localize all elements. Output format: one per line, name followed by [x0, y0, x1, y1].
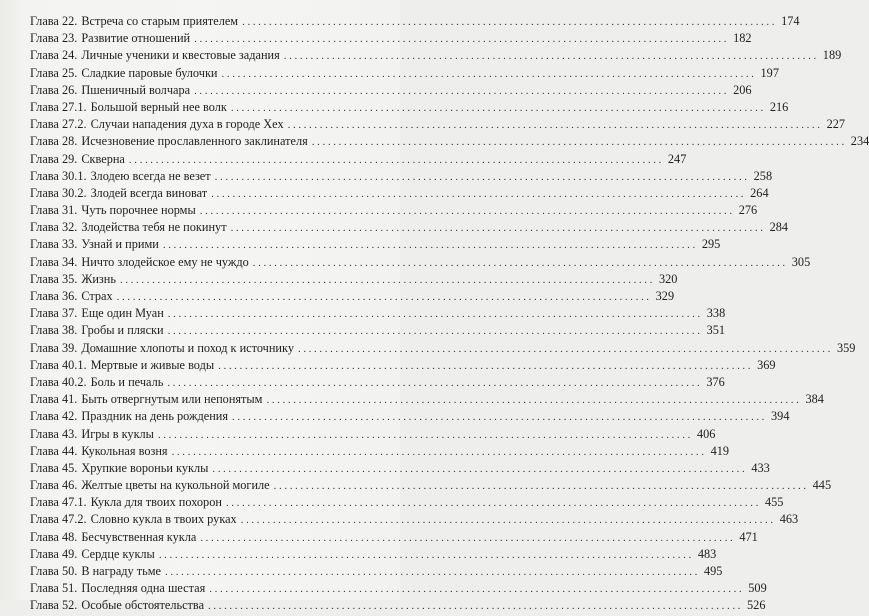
toc-chapter-title: Словно кукла в твоих руках [90, 512, 237, 527]
toc-page-number: 495 [704, 564, 723, 578]
toc-chapter-number: Глава 47.1. [30, 495, 87, 510]
toc-chapter-title: Мертвые и живые воды [90, 357, 215, 372]
toc-dot-leader: .................................................................................................... [128, 153, 664, 166]
toc-page-number: 216 [769, 99, 789, 114]
toc-chapter-number: Глава 37. [30, 306, 78, 321]
toc-entry [30, 30, 752, 47]
toc-chapter-title: Пшеничный волчара [81, 82, 191, 97]
toc-dot-leader: .................................................................................................... [230, 101, 766, 114]
toc-page-number: 445 [812, 478, 832, 493]
toc-page-number: 483 [697, 546, 717, 561]
toc-dot-leader: .................................................................................................... [199, 205, 735, 218]
toc-entry [30, 271, 678, 288]
toc-entry [30, 340, 856, 357]
toc-chapter-title: Желтые цветы на кукольной могиле [81, 478, 270, 493]
toc-page-number: 234 [850, 134, 869, 149]
toc-chapter-title: Хрупкие вороньи куклы [81, 460, 209, 475]
toc-entry [30, 597, 766, 614]
toc-chapter-title: Узнай и прими [81, 237, 159, 252]
toc-chapter-number: Глава 27.2. [30, 117, 87, 132]
toc-entry [30, 546, 717, 563]
toc-page-number: 189 [822, 48, 842, 63]
toc-chapter-number: Глава 43. [30, 426, 78, 441]
toc-entry [30, 99, 789, 116]
toc-chapter-title: Злодейства тебя не покинут [81, 220, 227, 235]
toc-entry [30, 116, 846, 133]
toc-chapter-number: Глава 40.2. [30, 374, 87, 389]
toc-page-number: 419 [710, 443, 730, 458]
toc-page-number: 384 [805, 392, 824, 407]
toc-dot-leader: .................................................................................................... [214, 170, 750, 183]
toc-chapter-number: Глава 34. [30, 254, 78, 269]
toc-chapter-title: Жизнь [81, 271, 116, 286]
toc-entry [30, 529, 758, 546]
toc-chapter-number: Глава 25. [30, 65, 78, 80]
toc-page-number: 258 [753, 168, 773, 183]
toc-chapter-title: Случаи нападения духа в городе Хех [90, 117, 284, 132]
toc-chapter-number: Глава 26. [30, 82, 78, 97]
toc-entry [30, 563, 723, 580]
toc-chapter-number: Глава 23. [30, 31, 78, 46]
toc-page-number: 174 [781, 14, 800, 28]
toc-entry [30, 82, 752, 99]
toc-chapter-number: Глава 44. [30, 443, 78, 458]
toc-page-number: 406 [696, 426, 716, 441]
toc-page-number: 295 [701, 237, 721, 252]
toc-chapter-number: Глава 28. [30, 134, 78, 149]
toc-chapter-title: Злодей всегда виноват [90, 185, 208, 200]
toc-chapter-title: Кукла для твоих похорон [90, 495, 222, 510]
toc-chapter-number: Глава 52. [30, 598, 78, 613]
toc-page-number: 455 [764, 495, 784, 510]
toc-dot-leader: .................................................................................................... [297, 342, 833, 355]
table-of-contents [30, 13, 869, 615]
toc-dot-leader: .................................................................................................... [211, 187, 747, 200]
toc-entry [30, 47, 842, 64]
toc-entry [30, 374, 725, 391]
toc-dot-leader: .................................................................................................... [171, 445, 707, 458]
toc-entry [30, 443, 730, 460]
toc-page-number: 182 [733, 31, 752, 46]
toc-dot-leader: .................................................................................................... [119, 273, 655, 286]
toc-entry [30, 357, 776, 374]
toc-entry [30, 13, 800, 30]
toc-dot-leader: .................................................................................................... [194, 84, 730, 97]
toc-chapter-title: Чуть порочнее нормы [81, 203, 196, 218]
toc-page-number: 264 [750, 185, 769, 200]
toc-page-number: 463 [779, 512, 799, 527]
toc-dot-leader: .................................................................................................... [116, 291, 652, 303]
toc-chapter-title: Сердце куклы [81, 546, 155, 561]
toc-chapter-number: Глава 39. [30, 340, 78, 355]
toc-dot-leader: .................................................................................................... [283, 50, 819, 63]
toc-dot-leader: .................................................................................................... [221, 67, 757, 80]
toc-dot-leader: .................................................................................................... [157, 428, 693, 441]
toc-page-number: 338 [706, 306, 726, 321]
toc-dot-leader: .................................................................................................... [158, 548, 694, 561]
toc-chapter-title: Ничто злодейское ему не чуждо [81, 254, 249, 269]
toc-chapter-title: Особые обстоятельства [81, 598, 205, 613]
toc-page-number: 394 [771, 409, 790, 424]
toc-page-number: 433 [751, 460, 770, 475]
toc-chapter-number: Глава 41. [30, 392, 78, 407]
toc-entry [30, 494, 784, 511]
toc-entry [30, 288, 675, 305]
toc-page-number: 284 [769, 220, 789, 235]
toc-chapter-number: Глава 47.2. [30, 512, 87, 527]
toc-chapter-number: Глава 22. [30, 14, 78, 28]
toc-entry [30, 168, 773, 185]
toc-chapter-number: Глава 49. [30, 546, 78, 561]
toc-entry [30, 511, 799, 528]
toc-entry [30, 254, 811, 271]
toc-page-number: 329 [655, 289, 675, 303]
toc-chapter-title: Бесчувственная кукла [81, 529, 197, 544]
toc-chapter-number: Глава 33. [30, 237, 78, 252]
toc-dot-leader: .................................................................................................... [194, 33, 730, 46]
toc-entry [30, 236, 721, 253]
toc-entry [30, 460, 770, 477]
toc-chapter-title: Быть отвергнутым или непонятым [81, 392, 263, 407]
toc-chapter-title: Сладкие паровые булочки [81, 65, 218, 80]
toc-chapter-title: Страх [81, 289, 113, 303]
toc-chapter-number: Глава 30.2. [30, 185, 87, 200]
toc-chapter-number: Глава 27.1. [30, 99, 87, 114]
toc-chapter-title: В награду тьме [81, 564, 161, 578]
toc-dot-leader: .................................................................................................... [167, 325, 703, 338]
toc-dot-leader: .................................................................................................... [242, 16, 778, 28]
toc-chapter-number: Глава 45. [30, 460, 78, 475]
toc-entry [30, 580, 767, 597]
toc-dot-leader: .................................................................................................... [200, 531, 736, 544]
toc-chapter-number: Глава 31. [30, 203, 78, 218]
toc-page-number: 276 [738, 203, 758, 218]
toc-dot-leader: .................................................................................................... [252, 256, 788, 269]
toc-dot-leader: .................................................................................................... [266, 394, 802, 407]
toc-entry [30, 65, 779, 82]
toc-chapter-title: Исчезновение прославленного заклинателя [81, 134, 308, 149]
toc-chapter-title: Большой верный нее волк [90, 99, 227, 114]
toc-dot-leader: .................................................................................................... [165, 566, 700, 578]
toc-chapter-title: Развитие отношений [81, 31, 191, 46]
toc-dot-leader: .................................................................................................... [218, 359, 754, 372]
toc-chapter-title: Последняя одна шестая [81, 581, 206, 596]
toc-chapter-number: Глава 36. [30, 289, 78, 303]
toc-page-number: 369 [757, 357, 776, 372]
toc-page-number: 206 [733, 82, 752, 97]
toc-chapter-number: Глава 30.1. [30, 168, 87, 183]
toc-page-number: 351 [706, 323, 726, 338]
toc-chapter-number: Глава 46. [30, 478, 78, 493]
toc-entry [30, 133, 869, 150]
toc-dot-leader: .................................................................................................... [208, 600, 744, 613]
toc-dot-leader: .................................................................................................... [167, 376, 703, 389]
toc-page-number: 526 [747, 598, 766, 613]
toc-entry [30, 185, 769, 202]
toc-entry [30, 322, 726, 339]
toc-chapter-number: Глава 48. [30, 529, 78, 544]
toc-dot-leader: .................................................................................................... [311, 136, 847, 149]
toc-chapter-title: Домашние хлопоты и поход к источнику [81, 340, 294, 355]
toc-chapter-number: Глава 38. [30, 323, 78, 338]
toc-entry [30, 305, 726, 322]
toc-entry [30, 202, 758, 219]
toc-dot-leader: .................................................................................................... [167, 308, 703, 321]
toc-page-number: 509 [748, 581, 767, 596]
toc-entry [30, 477, 832, 494]
toc-chapter-title: Злодею всегда не везет [90, 168, 211, 183]
toc-dot-leader: .................................................................................................... [232, 411, 768, 424]
toc-chapter-title: Праздник на день рождения [81, 409, 229, 424]
toc-chapter-title: Боль и печаль [90, 374, 164, 389]
toc-page-number: 305 [791, 254, 811, 269]
toc-page-number: 227 [826, 117, 846, 132]
toc-chapter-number: Глава 32. [30, 220, 78, 235]
toc-chapter-title: Личные ученики и квестовые задания [81, 48, 280, 63]
toc-chapter-number: Глава 40.1. [30, 357, 87, 372]
toc-page-number: 359 [836, 340, 856, 355]
toc-chapter-number: Глава 42. [30, 409, 78, 424]
toc-chapter-number: Глава 50. [30, 564, 78, 578]
toc-chapter-title: Кукольная возня [81, 443, 168, 458]
toc-dot-leader: .................................................................................................... [225, 497, 761, 510]
toc-chapter-title: Гробы и пляски [81, 323, 164, 338]
toc-page-number: 197 [760, 65, 779, 80]
toc-chapter-title: Еще один Муан [81, 306, 164, 321]
toc-chapter-title: Скверна [81, 151, 125, 166]
toc-page-number: 320 [658, 271, 678, 286]
toc-dot-leader: .................................................................................................... [230, 222, 766, 235]
toc-page-number: 471 [739, 529, 758, 544]
toc-chapter-title: Игры в куклы [81, 426, 154, 441]
toc-dot-leader: .................................................................................................... [287, 119, 823, 132]
toc-chapter-number: Глава 24. [30, 48, 78, 63]
toc-page-number: 376 [706, 374, 725, 389]
toc-entry [30, 151, 687, 168]
toc-chapter-title: Встреча со старым приятелем [81, 14, 239, 28]
toc-entry [30, 408, 790, 425]
toc-chapter-number: Глава 29. [30, 151, 78, 166]
toc-chapter-number: Глава 51. [30, 581, 78, 596]
toc-dot-leader: .................................................................................................... [240, 514, 776, 527]
toc-dot-leader: .................................................................................................... [273, 480, 809, 493]
toc-entry [30, 426, 716, 443]
toc-page-number: 247 [667, 151, 687, 166]
toc-dot-leader: .................................................................................................... [209, 583, 745, 596]
toc-dot-leader: .................................................................................................... [212, 462, 748, 475]
toc-dot-leader: .................................................................................................... [162, 239, 698, 252]
toc-entry [30, 219, 789, 236]
toc-chapter-number: Глава 35. [30, 271, 78, 286]
toc-entry [30, 391, 824, 408]
